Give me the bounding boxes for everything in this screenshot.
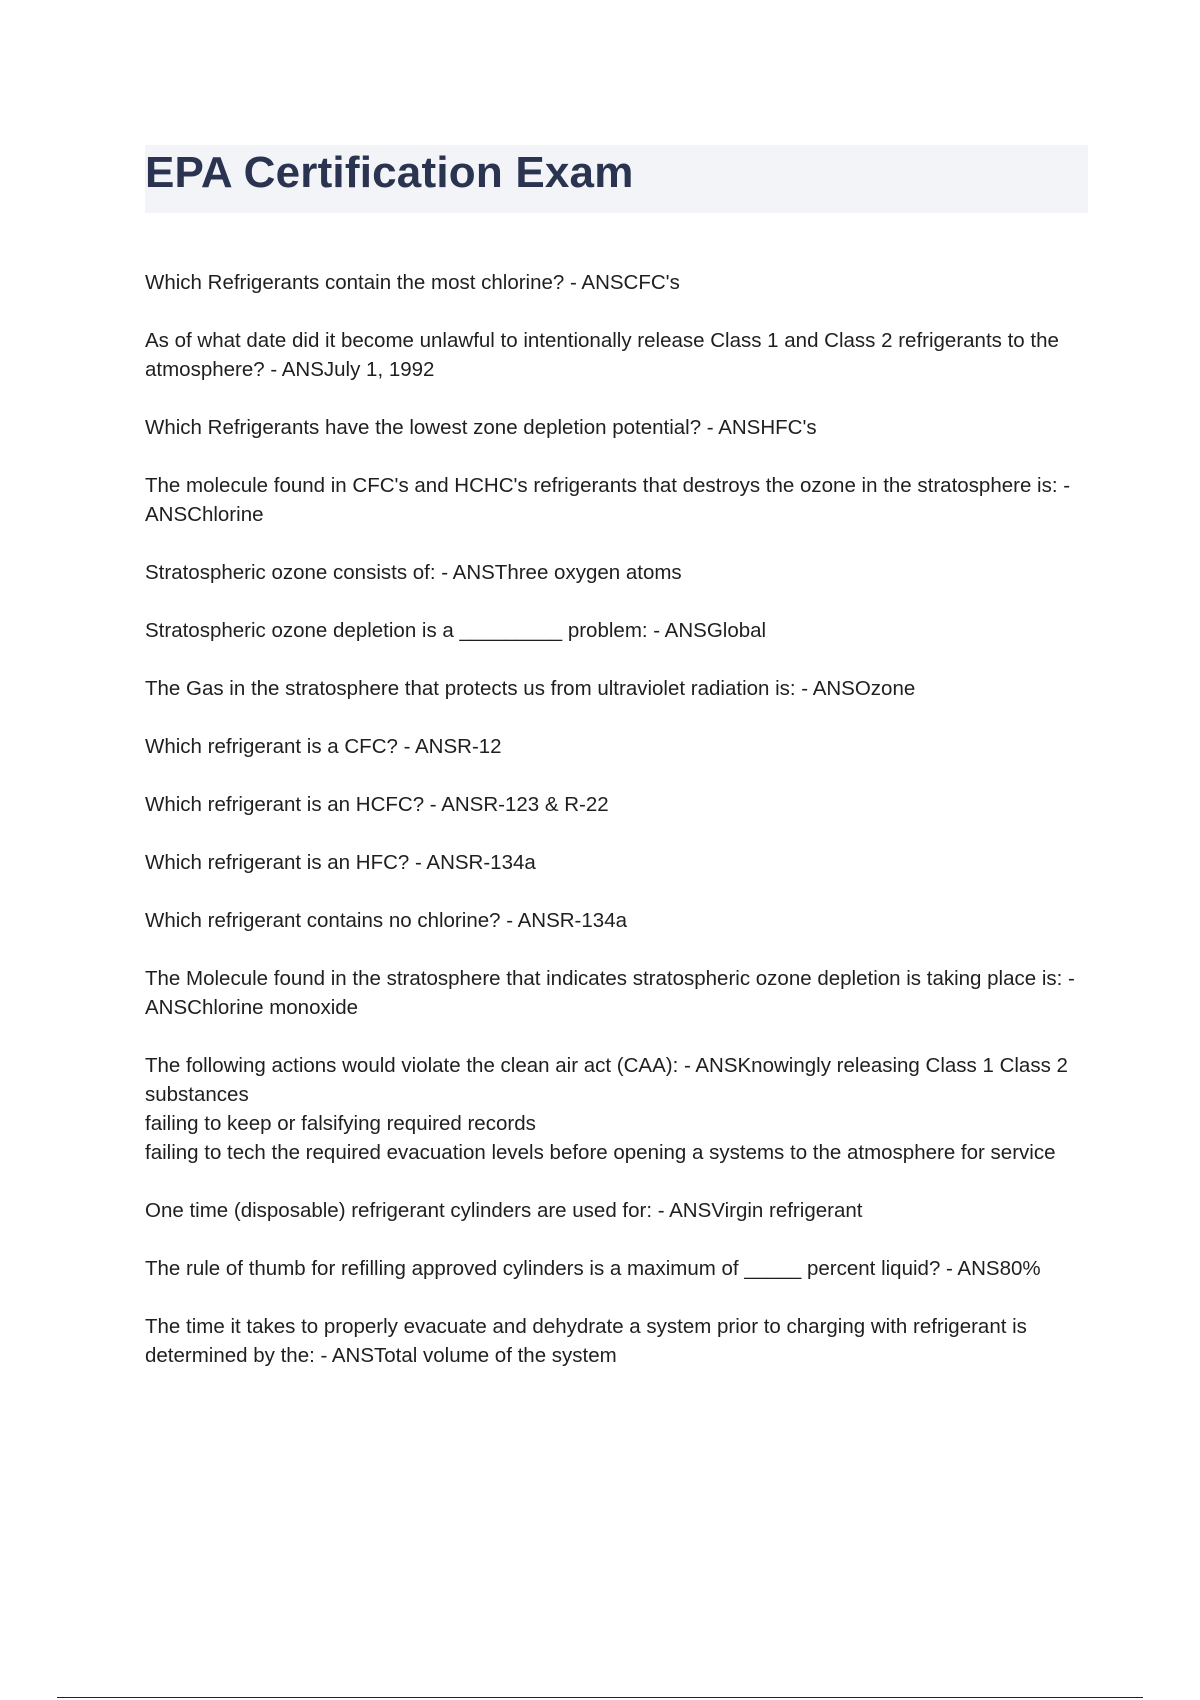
qa-item: Stratospheric ozone depletion is a _________ problem: - ANSGlobal <box>145 619 767 642</box>
qa-item: Which refrigerant is an HCFC? - ANSR-123 & R-22 <box>145 793 609 816</box>
qa-item: Which Refrigerants have the lowest zone depletion potential? - ANSHFC's <box>145 416 817 439</box>
qa-item: One time (disposable) refrigerant cylinders are used for: - ANSVirgin refrigerant <box>145 1199 863 1222</box>
qa-item: The Gas in the stratosphere that protects us from ultraviolet radiation is: - ANSOzone <box>145 677 916 700</box>
qa-item: Stratospheric ozone consists of: - ANSThree oxygen atoms <box>145 561 682 584</box>
qa-item: The rule of thumb for refilling approved cylinders is a maximum of _____ percent liquid? - ANS80% <box>145 1257 1041 1280</box>
footer-divider <box>57 1697 1143 1698</box>
qa-item: As of what date did it become unlawful to intentionally release Class 1 and Class 2 refrigerants to the atmosphere? - ANSJuly 1, 1992 <box>145 329 1059 381</box>
qa-item: Which Refrigerants contain the most chlorine? - ANSCFC's <box>145 271 680 294</box>
qa-item: The time it takes to properly evacuate and dehydrate a system prior to charging with refrigerant is determined by the: - ANSTotal volume of the system <box>145 1315 1027 1367</box>
qa-item: The molecule found in CFC's and HCHC's refrigerants that destroys the ozone in the stratosphere is: - ANSChlorine <box>145 474 1071 526</box>
qa-item: Which refrigerant is an HFC? - ANSR-134a <box>145 851 536 874</box>
question-answer-list <box>145 268 1090 1399</box>
qa-item: The following actions would violate the clean air act (CAA): - ANSKnowingly releasing Class 1 Class 2 substances failing to keep or falsifying required records failing to tech the required evacuation levels before opening a systems to the atmosphere for service <box>145 1054 1068 1164</box>
qa-item: Which refrigerant contains no chlorine? - ANSR-134a <box>145 909 627 932</box>
qa-item: Which refrigerant is a CFC? - ANSR-12 <box>145 735 502 758</box>
qa-item: The Molecule found in the stratosphere that indicates stratospheric ozone depletion is taking place is: - ANSChlorine monoxide <box>145 967 1075 1019</box>
page-title: EPA Certification Exam <box>145 148 634 197</box>
